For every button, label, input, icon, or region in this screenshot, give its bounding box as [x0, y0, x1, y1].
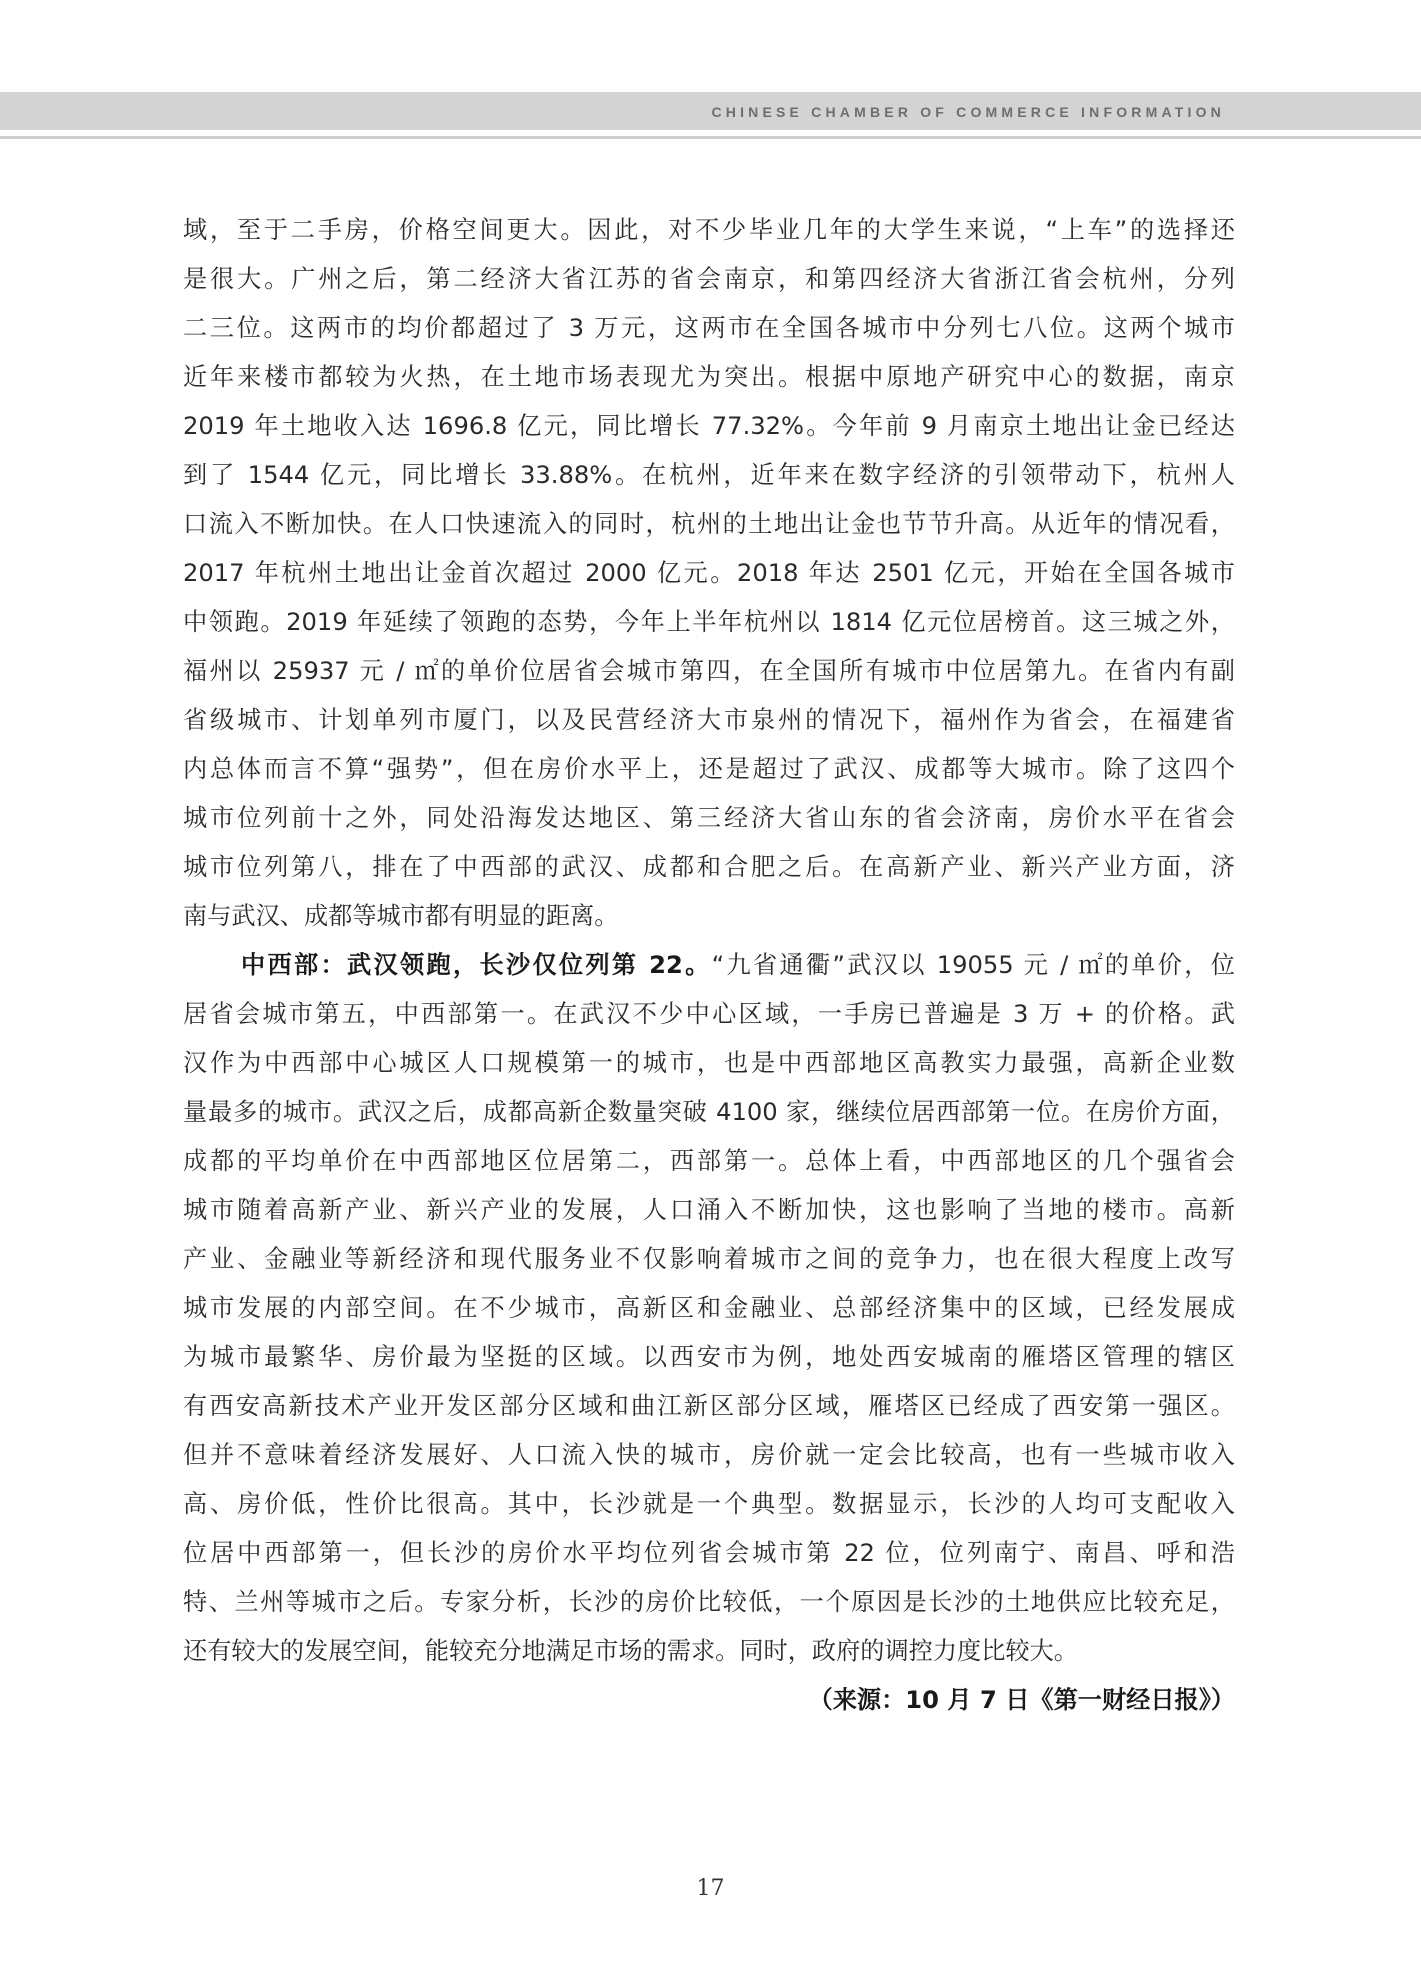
text-line: 城市位列前十之外，同处沿海发达地区、第三经济大省山东的省会济南，房价水平在省会 [183, 804, 1235, 832]
running-header-title: CHINESE CHAMBER OF COMMERCE INFORMATION [711, 104, 1225, 120]
text-line: 为城市最繁华、房价最为坚挺的区域。以西安市为例，地处西安城南的雁塔区管理的辖区 [183, 1343, 1235, 1371]
text-line: 是很大。广州之后，第二经济大省江苏的省会南京，和第四经济大省浙江省会杭州，分列 [183, 265, 1235, 293]
section-heading: 中西部：武汉领跑，长沙仅位列第 22。 [241, 951, 712, 979]
text-line: 产业、金融业等新经济和现代服务业不仅影响着城市之间的竞争力，也在很大程度上改写 [183, 1245, 1235, 1273]
text-line: 特、兰州等城市之后。专家分析，长沙的房价比较低，一个原因是长沙的土地供应比较充足， [183, 1588, 1235, 1616]
text-line: 汉作为中西部中心城区人口规模第一的城市，也是中西部地区高教实力最强，高新企业数 [183, 1049, 1235, 1077]
text-line: 福州以 25937 元 / ㎡的单价位居省会城市第四，在全国所有城市中位居第九。在省内有副 [183, 657, 1235, 685]
text-line-rest: “九省通衢”武汉以 19055 元 / ㎡的单价，位 [711, 951, 1235, 979]
text-line: 还有较大的发展空间，能较充分地满足市场的需求。同时，政府的调控力度比较大。 [183, 1637, 1078, 1665]
page-number: 17 [696, 1876, 725, 1901]
text-line: 成都的平均单价在中西部地区位居第二，西部第一。总体上看，中西部地区的几个强省会 [183, 1147, 1235, 1175]
text-line: 城市随着高新产业、新兴产业的发展，人口涌入不断加快，这也影响了当地的楼市。高新 [183, 1196, 1235, 1224]
text-line: 口流入不断加快。在人口快速流入的同时，杭州的土地出让金也节节升高。从近年的情况看， [183, 510, 1235, 538]
text-line: 内总体而言不算“强势”，但在房价水平上，还是超过了武汉、成都等大城市。除了这四个 [183, 755, 1235, 783]
text-line: 居省会城市第五，中西部第一。在武汉不少中心区域，一手房已普遍是 3 万 + 的价格。武 [183, 1000, 1235, 1028]
text-line: 城市位列第八，排在了中西部的武汉、成都和合肥之后。在高新产业、新兴产业方面，济 [183, 853, 1235, 881]
text-line: 2019 年土地收入达 1696.8 亿元，同比增长 77.32%。今年前 9 月南京土地出让金已经达 [183, 412, 1235, 440]
paragraph-central-west [183, 941, 1235, 1676]
text-line: 2017 年杭州土地出让金首次超过 2000 亿元。2018 年达 2501 亿元，开始在全国各城市 [183, 559, 1235, 587]
text-line: 南与武汉、成都等城市都有明显的距离。 [183, 902, 619, 930]
source-citation: （来源：10 月 7 日《第一财经日报》） [808, 1686, 1235, 1714]
text-line-first [183, 941, 1235, 990]
text-line: 省级城市、计划单列市厦门，以及民营经济大市泉州的情况下，福州作为省会，在福建省 [183, 706, 1235, 734]
article-body [183, 206, 1235, 1725]
text-line: 中领跑。2019 年延续了领跑的态势，今年上半年杭州以 1814 亿元位居榜首。这三城之外， [183, 608, 1235, 636]
paragraph-property-east [183, 206, 1235, 941]
text-line: 量最多的城市。武汉之后，成都高新企数量突破 4100 家，继续位居西部第一位。在房价方面， [183, 1098, 1235, 1126]
text-line: 有西安高新技术产业开发区部分区域和曲江新区部分区域，雁塔区已经成了西安第一强区。 [183, 1392, 1235, 1420]
text-line: 二三位。这两市的均价都超过了 3 万元，这两市在全国各城市中分列七八位。这两个城市 [183, 314, 1235, 342]
text-line: 城市发展的内部空间。在不少城市，高新区和金融业、总部经济集中的区域，已经发展成 [183, 1294, 1235, 1322]
header-divider [0, 136, 1421, 139]
text-line: 高、房价低，性价比很高。其中，长沙就是一个典型。数据显示，长沙的人均可支配收入 [183, 1490, 1235, 1518]
text-line: 位居中西部第一，但长沙的房价水平均位列省会城市第 22 位，位列南宁、南昌、呼和浩 [183, 1539, 1235, 1567]
text-line: 近年来楼市都较为火热，在土地市场表现尤为突出。根据中原地产研究中心的数据，南京 [183, 363, 1235, 391]
text-line: 域，至于二手房，价格空间更大。因此，对不少毕业几年的大学生来说，“上车”的选择还 [183, 216, 1235, 244]
text-line: 但并不意味着经济发展好、人口流入快的城市，房价就一定会比较高，也有一些城市收入 [183, 1441, 1235, 1469]
text-line: 到了 1544 亿元，同比增长 33.88%。在杭州，近年来在数字经济的引领带动下，杭州人 [183, 461, 1235, 489]
